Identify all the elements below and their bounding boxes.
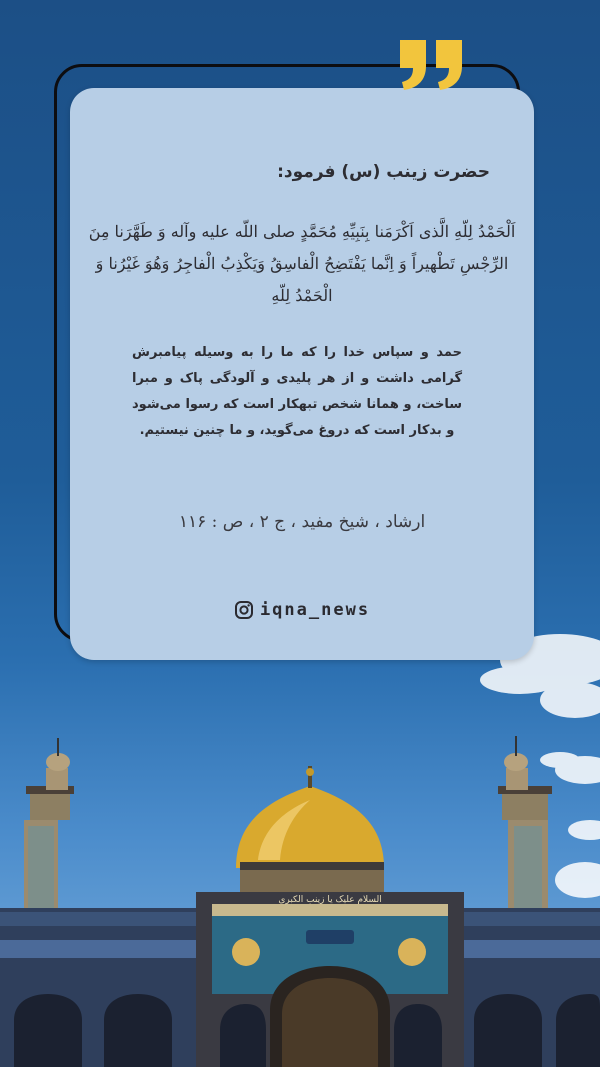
source-reference: ارشاد ، شیخ مفید ، ج ۲ ، ص : ۱۱۶	[178, 512, 426, 532]
shrine-building	[0, 892, 600, 1067]
post-title: حضرت زینب (س) فرمود:	[277, 162, 490, 182]
instagram-handle: iqna_news	[259, 600, 371, 620]
arabic-hadith-text: اَلْحَمْدُ لِلّهِ الَّذی اَکْرَمَنا بِنَبِیِّهِ مُحَمَّدٍ صلی اللّه علیه وآله وَ طَهَّرَنا مِنَ الرِّجْسِ تَطْهیراً وَ اِنَّما یَفْتَضِحُ الْفاسِقُ وَیَکْذِبُ الْفاجِرُ وَهُوَ غَیْرُنا وَ الْحَمْدُ لِلّهِ	[88, 222, 516, 305]
persian-translation: حمد و سپاس خدا را که ما را به وسیله پیامبرش گرامی داشت و از هر پلیدی و آلودگی پاک و مبرا ساخت، و همانا شخص تبهکار است که رسوا می‌شود و بدکار است که دروغ می‌گوید، و ما چنین نیستیم.	[132, 345, 462, 438]
shrine-inscription: السلام علیک یا زینب الکبری	[278, 895, 382, 905]
quote-mark-icon	[396, 36, 468, 92]
quote-card	[70, 88, 534, 660]
social-handle	[70, 600, 534, 620]
golden-dome	[236, 766, 384, 896]
instagram-icon	[234, 600, 254, 620]
left-minaret	[24, 738, 74, 920]
